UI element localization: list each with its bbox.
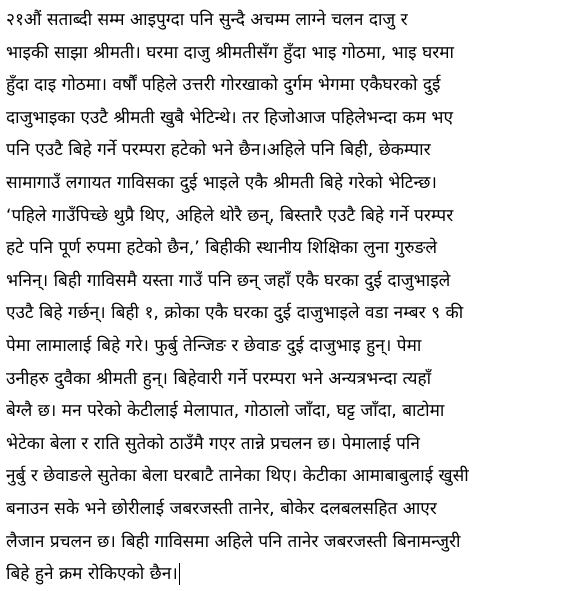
text-line-3: हुँदा दाइ गोठमा। वर्षौं पहिले उत्तरी गोरखाको दुर्गम भेगमा एकैघरको दुई bbox=[6, 75, 441, 96]
text-line-17: लैजान प्रचलन छ। बिही गाविसमा अहिले पनि तानेर जबरजस्ती बिनामन्जुरी bbox=[6, 531, 461, 552]
text-line-4: दाजुभाइका एउटै श्रीमती खुबै भेटिन्थे। तर हिजोआज पहिलेभन्दा कम भए bbox=[6, 107, 453, 128]
text-line-18[interactable] bbox=[6, 558, 577, 591]
text-cursor bbox=[179, 563, 180, 585]
text-line-18-content: बिहे हुने क्रम रोकिएको छैन। bbox=[6, 564, 178, 585]
text-line-8: हटे पनि पूर्ण रुपमा हटेको छैन,’ बिहीकी स्थानीय शिक्षिका लुना गुरुङले bbox=[6, 238, 438, 259]
text-line-1: २१औं सताब्दी सम्म आइपुग्दा पनि सुन्दै अचम्म लाग्ने चलन दाजु र bbox=[6, 10, 408, 30]
text-line-10: एउटै बिहे गर्छन्। बिही १, क्रोका एकै घरका दुई दाजुभाइले वडा नम्बर ९ की bbox=[6, 303, 464, 324]
text-line-15: नुर्बु र छेवाङले सुतेका बेला घरबाटै तानेका थिए। केटीका आमाबाबुलाई खुसी bbox=[6, 466, 469, 487]
text-line-6: सामागाउँ लगायत गाविसका दुई भाइले एकै श्रीमती बिहे गरेको भेटिन्छ। bbox=[6, 172, 437, 193]
text-line-9: भनिन्। बिही गाविसमै यस्ता गाउँ पनि छन् जहाँ एकै घरका दुई दाजुभाइले bbox=[6, 270, 451, 291]
text-line-7: ‘पहिले गाउँपिच्छे थुप्रै थिए, अहिले थोरै छन्, बिस्तारै एउटै बिहे गर्ने परम्पर bbox=[6, 205, 454, 226]
text-line-14: भेटेका बेला र राति सुतेको ठाउँमै गएर तान्ने प्रचलन छ। पेमालाई पनि bbox=[6, 433, 420, 454]
text-line-11: पेमा लामालाई बिहे गरे। फुर्बु तेन्जिङ र छेवाङ दुई दाजुभाइ हुन्। पेमा bbox=[6, 335, 422, 356]
text-line-5: पनि एउटै बिहे गर्ने परम्परा हटेको भने छैन।अहिले पनि बिही, छेकम्पार bbox=[6, 140, 431, 161]
text-line-2: भाइकी साझा श्रीमती। घरमा दाजु श्रीमतीसँग हुँदा भाइ गोठमा, भाइ घरमा bbox=[6, 42, 455, 63]
text-line-13: बेग्लै छ। मन परेको केटीलाई मेलापात, गोठालो जाँदा, घट्ट जाँदा, बाटोमा bbox=[6, 401, 445, 422]
text-line-12: उनीहरु दुवैका श्रीमती हुन्। बिहेवारी गर्ने परम्परा भने अन्यत्रभन्दा त्यहाँ bbox=[6, 368, 432, 389]
text-line-16: बनाउन सके भने छोरीलाई जबरजस्ती तानेर, बोकेर दलबलसहित आएर bbox=[6, 498, 437, 519]
